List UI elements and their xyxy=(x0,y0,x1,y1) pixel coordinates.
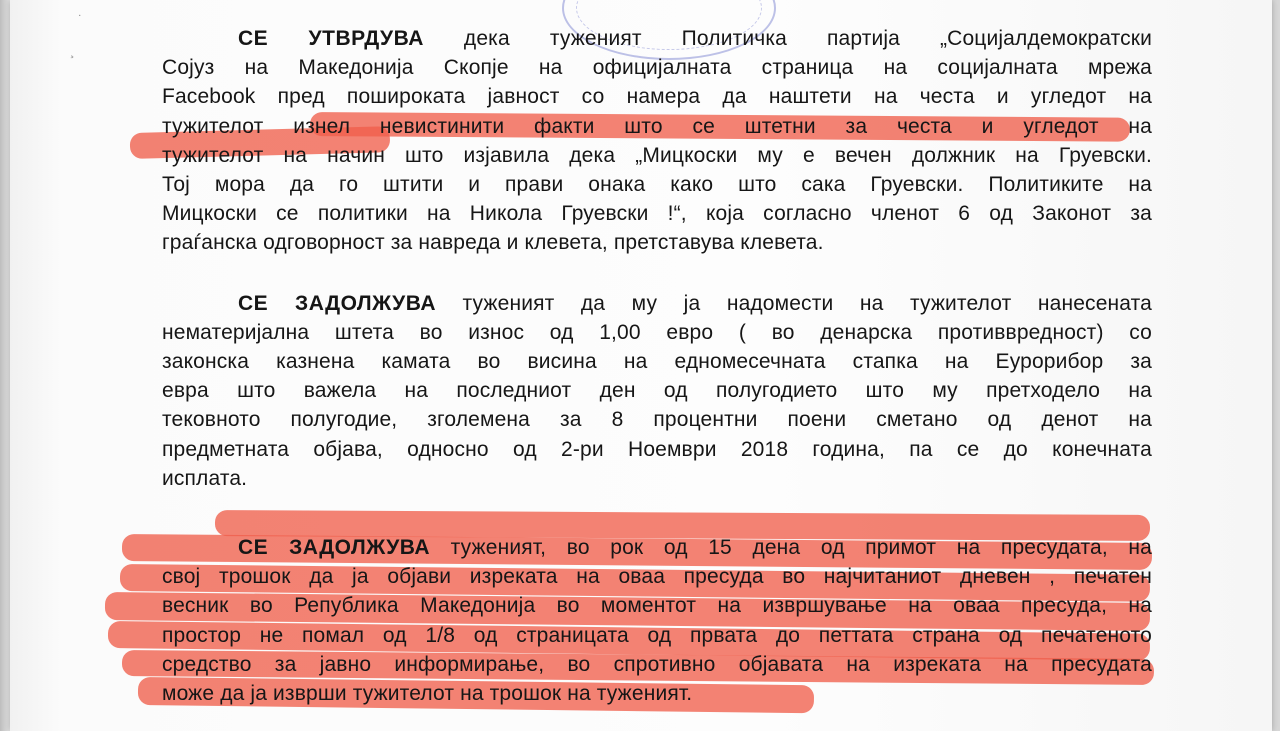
paragraph-3-line: весник во Република Македонија во моментот на извршување на оваа пресуда, на xyxy=(162,594,1152,618)
scan-speck: ¸ xyxy=(70,42,75,58)
paragraph-2-line: исплата. xyxy=(162,466,248,490)
paragraph-2-keyword: СЕ ЗАДОЛЖУВА xyxy=(238,291,437,315)
paragraph-1-line: граѓанска одговорност за навреда и клевета, претставува клевета. xyxy=(162,231,824,255)
paragraph-1-line: Тој мора да го штити и прави онака како што сака Груевски. Политиките на xyxy=(162,173,1152,197)
paragraph-1-line: Сојуз на Македонија Скопје на официјалната страница на социјалната мрежа xyxy=(162,56,1152,80)
paragraph-1-line: Мицкоски се политики на Никола Груевски !“, која согласно членот 6 од Законот за xyxy=(162,202,1152,226)
paragraph-3-keyword: СЕ ЗАДОЛЖУВА xyxy=(238,536,431,560)
paragraph-2-line: СЕ ЗАДОЛЖУВА туженият да му ја надомести на тужителот нанесената xyxy=(238,291,1152,315)
paragraph-2-line: законска казнена камата во висина на едномесечната стапка на Еурорибор за xyxy=(162,350,1152,374)
paragraph-2-line: тековното полугодие, зголемена за 8 процентни поени сметано од денот на xyxy=(162,408,1152,432)
paragraph-2-line: евра што важела на последниот ден од полугодието што му претходело на xyxy=(162,379,1152,403)
paragraph-1-line: тужителот изнел невистинити факти што се штетни за честа и угледот на xyxy=(162,114,1152,138)
verdict-text xyxy=(162,24,1152,708)
scan-left-edge xyxy=(0,0,10,731)
paragraph-2-line: нематеријална штета во износ од 1,00 евро ( во денарска противвредност) со xyxy=(162,320,1152,344)
paragraph-2-line: предметната објава, односно од 2-ри Ноември 2018 година, па се до конечната xyxy=(162,437,1152,461)
document-page xyxy=(10,0,1272,731)
paragraph-3-line: простор не помал од 1/8 од страницата од првата до петтата страна од печатеното xyxy=(162,623,1152,647)
scan-speck: ˙ xyxy=(78,12,83,28)
paragraph-3-line: СЕ ЗАДОЛЖУВА туженият, во рок од 15 дена од примот на пресудата, на xyxy=(238,536,1152,560)
paragraph-1-line: СЕ УТВРДУВА дека туженият Политичка партија „Социјалдемократски xyxy=(238,27,1152,50)
paragraph-3-line: свој трошок да ја објави изреката на оваа пресуда во најчитаниот дневен , печатен xyxy=(162,565,1152,589)
paragraph-3-line: може да ја изврши тужителот на трошок на туженият. xyxy=(162,682,693,706)
paragraph-1-line: Facebook пред пошироката јавност со намера да наштети на честа и угледот на xyxy=(162,85,1152,109)
paragraph-1-keyword: СЕ УТВРДУВА xyxy=(238,27,424,50)
paragraph-3-line: средство за јавно информирање, во спротивно објавата на изреката на пресудата xyxy=(162,652,1152,676)
paragraph-1-line: тужителот на начин што изјавила дека „Мицкоски му е вечен должник на Груевски. xyxy=(162,143,1152,167)
